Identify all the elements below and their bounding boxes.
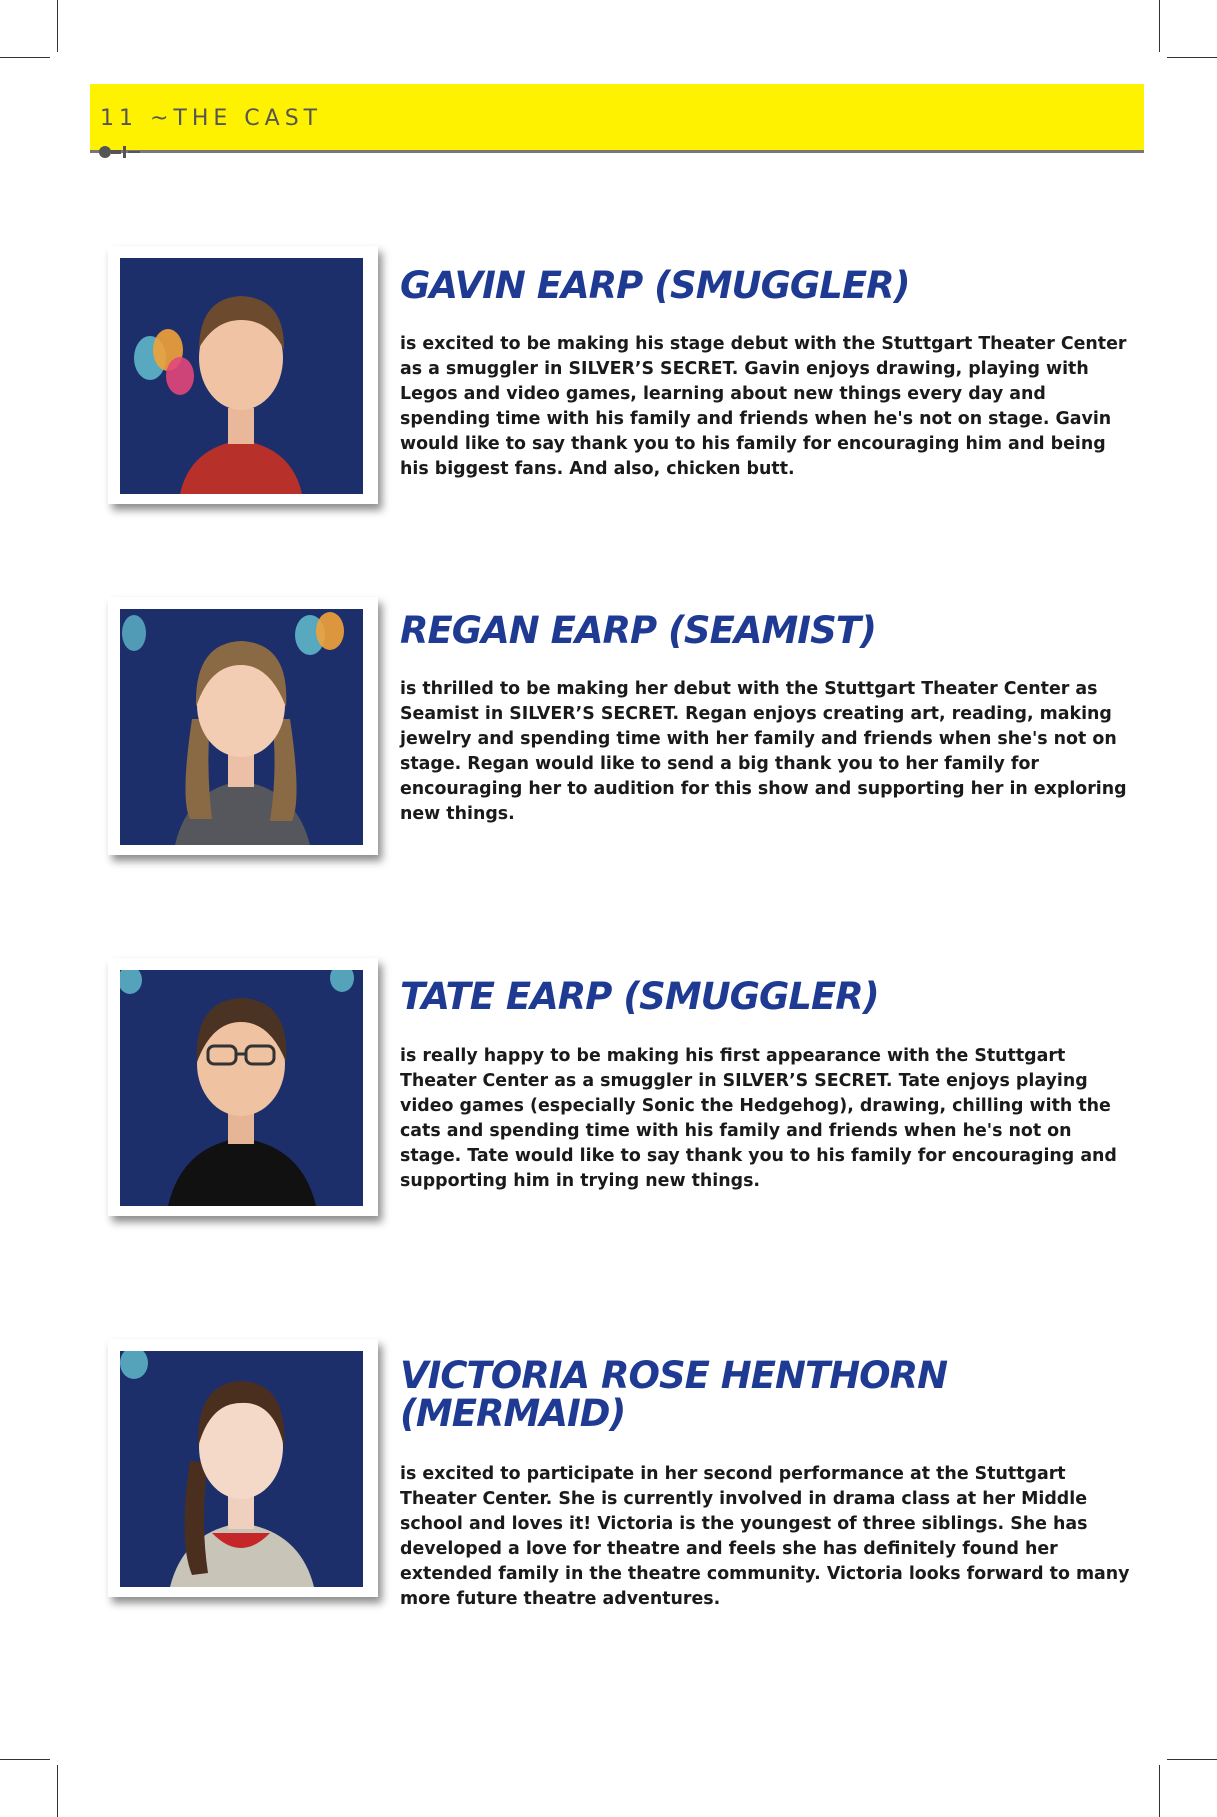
crop-mark [1167,57,1217,58]
headshot-victoria [120,1351,363,1587]
cast-name: REGAN EARP (SEAMIST) [400,609,876,652]
headshot-frame [108,958,378,1216]
header-rule [90,150,1144,153]
crop-mark [57,1765,58,1817]
cast-bio: is thrilled to be making her debut with the Stuttgart Theater Center as Seamist in SILVER’S SECRET. Regan enjoys creating art, reading, making jewelry and spending time with her family and friends when she's not on stage. Regan would like to send a big thank you to her family for encouraging her to audition for this show and supporting her in exploring new things. [400,679,1127,824]
crop-mark [1159,1765,1160,1817]
headshot-frame [108,597,378,855]
crop-mark [1167,1759,1217,1760]
crop-mark [57,0,58,52]
cast-bio: is excited to be making his stage debut with the Stuttgart Theater Center as a smuggler in SILVER’S SECRET. Gavin enjoys drawing, playing with Legos and video games, learning about new things every day and spending time with his family and friends when he's not on stage. Gavin would like to say thank you to his family for encouraging him and being his biggest fans. And also, chicken butt. [400,334,1127,479]
cast-bio: is excited to participate in her second performance at the Stuttgart Theater Center. She is currently involved in drama class at her Middle school and loves it! Victoria is the youngest of three siblings. She has developed a love for theatre and feels she has definitely found her extended family in the theatre community. Victoria looks forward to many more future theatre adventures. [400,1464,1130,1609]
headshot-regan [120,609,363,845]
cast-name: TATE EARP (SMUGGLER) [400,975,879,1018]
crop-mark [1159,0,1160,52]
crop-mark [0,57,50,58]
cast-bio: is really happy to be making his first appearance with the Stuttgart Theater Center as a smuggler in SILVER’S SECRET. Tate enjoys playing video games (especially Sonic the Hedgehog), drawing, chilling with the cats and spending time with his family and friends when he's not on stage. Tate would like to say thank you to his family for encouraging and supporting him in trying new things. [400,1046,1117,1191]
headshot-tate [120,970,363,1206]
cast-name: VICTORIA ROSE HENTHORN (MERMAID) [400,1354,948,1435]
headshot-gavin [120,258,363,494]
headshot-frame [108,1339,378,1597]
headshot-frame [108,246,378,504]
crop-mark [0,1759,50,1760]
page-title: 11 ~THE CAST [100,106,323,131]
cast-name: GAVIN EARP (SMUGGLER) [400,264,910,307]
ornament-icon [96,144,142,160]
